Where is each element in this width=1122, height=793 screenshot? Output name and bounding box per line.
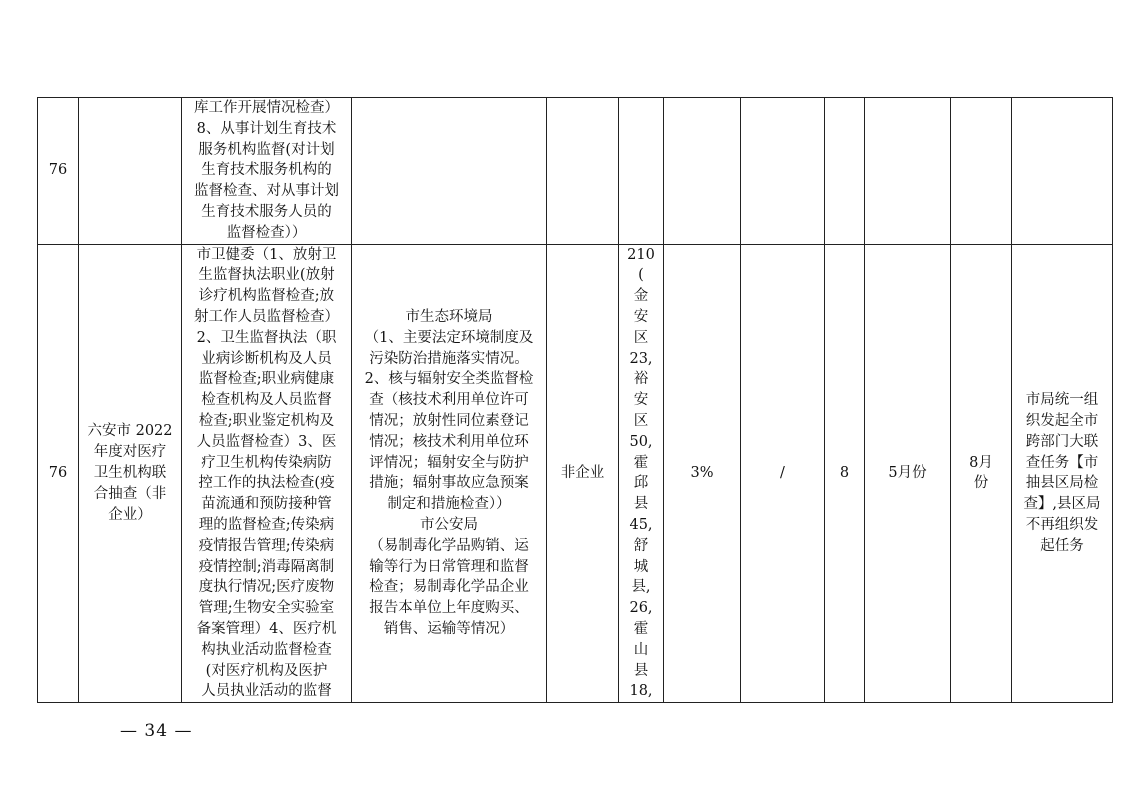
- task-name-cell: [79, 244, 182, 703]
- sample-ratio-cell: [664, 244, 741, 703]
- column-10-cell: [865, 244, 951, 703]
- column-8-value: /: [780, 464, 785, 481]
- row-number-cell: [38, 98, 79, 245]
- column-11-value: 8月 份: [969, 454, 993, 492]
- sample-count-cell: [619, 244, 664, 703]
- row-number: 76: [48, 464, 68, 481]
- inspection-object-cell: [547, 244, 619, 703]
- column-10-cell: [865, 98, 951, 245]
- inspection-object: 非企业: [560, 464, 605, 481]
- lead-department-items: 库工作开展情况检查） 8、从事计划生育技术 服务机构监督(对计划 生育技术服务机构的 监督检查、对从事计划 生育技术服务人员的 监督检查））: [194, 100, 339, 241]
- column-9-value: 8: [839, 464, 850, 481]
- table-row: [38, 244, 1113, 703]
- lead-department-cell: [182, 244, 352, 703]
- sample-count-cell: [619, 98, 664, 245]
- sample-count: 210 ( 金 安 区 23, 裕 安 区 50, 霍 邱 县 45, 舒 城 县, 26, 霍 山 县 18,: [627, 246, 655, 700]
- note-text: 市局统一组 织发起全市 跨部门大联 查任务【市 抽县区局检 查】,县区局 不再组织发 起任务: [1023, 392, 1101, 554]
- inspection-plan-table: [37, 97, 1113, 703]
- joint-department-items: 市生态环境局 （1、主要法定环境制度及 污染防治措施落实情况。 2、核与辐射安全类监督检 查（核技术利用单位许可 情况；放射性同位素登记 情况；核技术利用单位环 评情况；辐射安全与防护 措施；辐射事故应急预案 制定和措施检查）） 市公安局 （易制毒化学品购销、运 输等行为日常管理和监督 检查；易制毒化学品企业 报告本单位上年度购买、 销售、运输等情况）: [364, 308, 534, 637]
- sample-ratio: 3%: [690, 464, 714, 481]
- column-11-cell: [951, 244, 1012, 703]
- row-number-cell: [38, 244, 79, 703]
- task-name-cell: [79, 98, 182, 245]
- column-11-cell: [951, 98, 1012, 245]
- column-9-cell: [825, 244, 865, 703]
- sample-ratio-cell: [664, 98, 741, 245]
- column-8-cell: [741, 244, 825, 703]
- inspection-object-cell: [547, 98, 619, 245]
- column-9-cell: [825, 98, 865, 245]
- note-cell: [1012, 244, 1113, 703]
- note-cell: [1012, 98, 1113, 245]
- lead-department-items: 市卫健委（1、放射卫 生监督执法职业(放射 诊疗机构监督检查;放 射工作人员监督检查） 2、卫生监督执法（职 业病诊断机构及人员 监督检查;职业病健康 检查机构及人员监督 检查;职业鉴定机构及 人员监督检查）3、医 疗卫生机构传染病防 控工作的执法检查(疫 苗流通和预防接种管 理的监督检查;传染病 疫情报告管理;传染病 疫情控制;消毒隔离制 度执行情况;医疗废物 管理;生物安全实验室 备案管理）4、医疗机 构执业活动监督检查 (对医疗机构及医护 人员执业活动的监督: [194, 246, 339, 700]
- page-number: — 34 —: [120, 721, 193, 741]
- column-8-cell: [741, 98, 825, 245]
- joint-department-cell: [352, 244, 547, 703]
- lead-department-cell: [182, 98, 352, 245]
- row-number: 76: [48, 162, 68, 179]
- task-name: 六安市 2022 年度对医疗 卫生机构联 合抽查（非 企业）: [87, 423, 173, 523]
- table-row: [38, 98, 1113, 245]
- column-10-value: 5月份: [888, 464, 927, 481]
- joint-department-cell: [352, 98, 547, 245]
